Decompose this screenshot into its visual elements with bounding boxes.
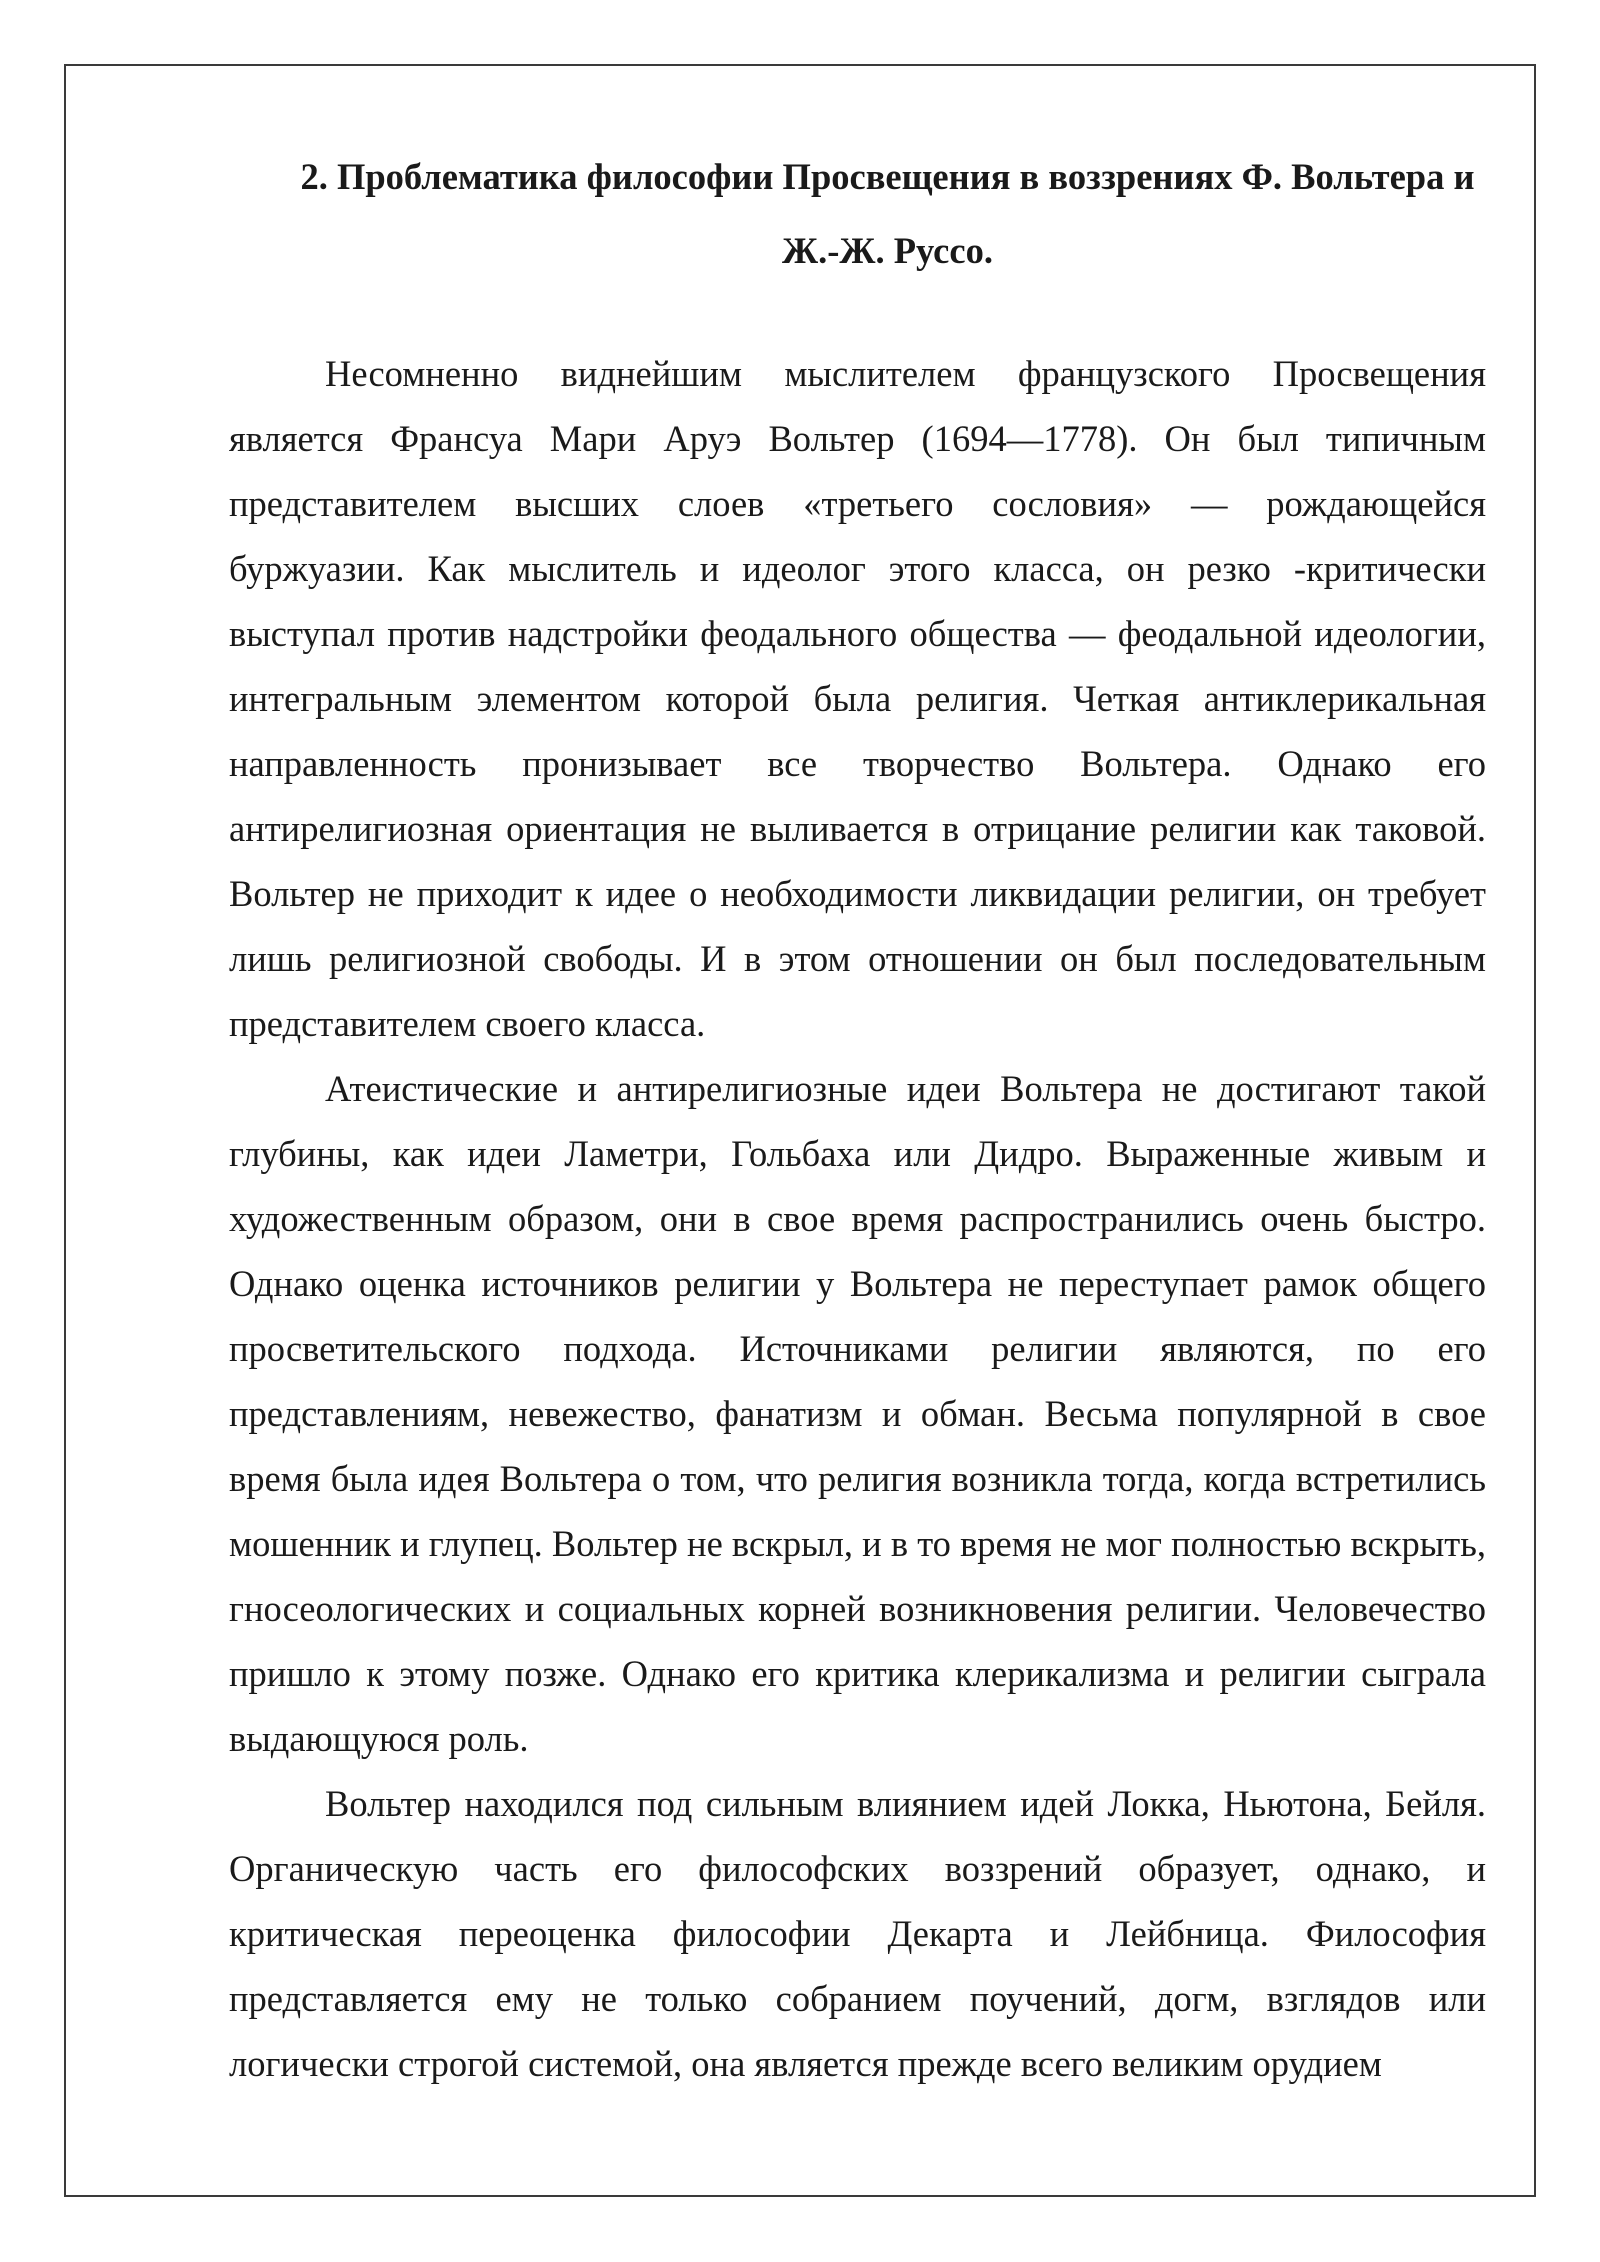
section-title-line-1: 2. Проблематика философии Просвещения в воззрениях Ф. Вольтера и — [300, 156, 1475, 197]
paragraph-3: Вольтер находился под сильным влиянием идей Локка, Ньютона, Бейля. Органическую часть его философских воззрений образует, однако, и критическая переоценка философии Декарта и Лейбница. Философия представляется ему не только собранием поучений, догм, взглядов или логически строгой системой, она является прежде всего великим орудием — [229, 1783, 1486, 2084]
document-body — [229, 140, 1486, 2096]
section-title-line-2: Ж.-Ж. Руссо. — [782, 230, 993, 271]
paragraph-1: Несомненно виднейшим мыслителем французского Просвещения является Франсуа Мари Аруэ Вольтер (1694—1778). Он был типичным представителем высших слоев «третьего сословия» — рождающейся буржуазии. Как мыслитель и идеолог этого класса, он резко -критически выступал против надстройки феодального общества — феодальной идеологии, интегральным элементом которой была религия. Четкая антиклерикальная направленность пронизывает все творчество Вольтера. Однако его антирелигиозная ориентация не выливается в отрицание религии как таковой. Вольтер не приходит к идее о необходимости ликвидации религии, он требует лишь религиозной свободы. И в этом отношении он был последовательным представителем своего класса. — [229, 353, 1486, 1044]
paragraph-2: Атеистические и антирелигиозные идеи Вольтера не достигают такой глубины, как идеи Ламетри, Гольбаха или Дидро. Выраженные живым и художественным образом, они в свое время распространились очень быстро. Однако оценка источников религии у Вольтера не переступает рамок общего просветительского подхода. Источниками религии являются, по его представлениям, невежество, фанатизм и обман. Весьма популярной в свое время была идея Вольтера о том, что религия возникла тогда, когда встретились мошенник и глупец. Вольтер не вскрыл, и в то время не мог полностью вскрыть, гносеологических и социальных корней возникновения религии. Человечество пришло к этому позже. Однако его критика клерикализма и религии сыграла выдающуюся роль. — [229, 1068, 1486, 1759]
section-title — [229, 140, 1486, 288]
